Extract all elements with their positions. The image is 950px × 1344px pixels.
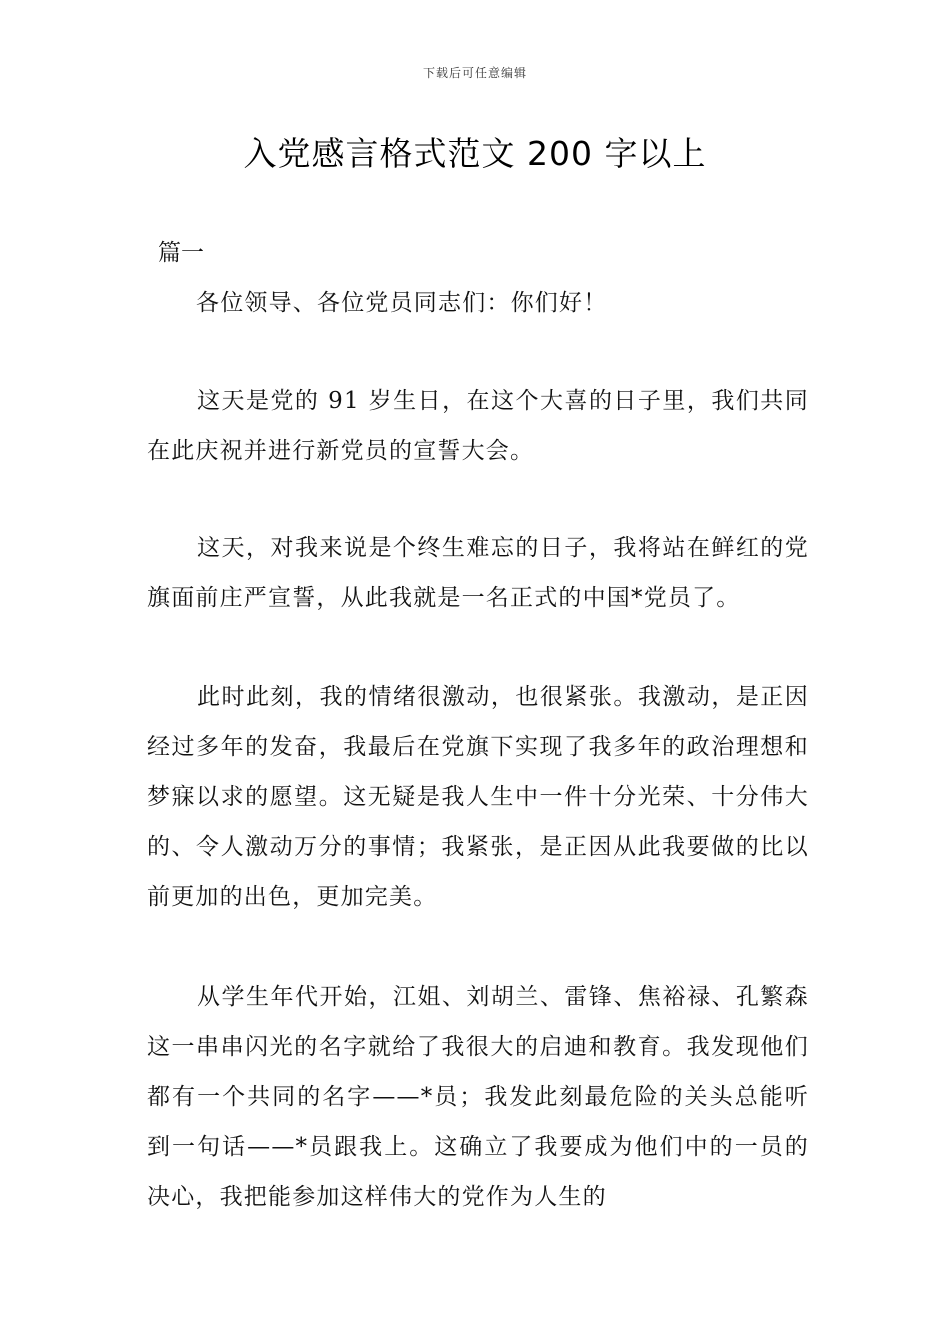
greeting-line: 各位领导、各位党员同志们：你们好！: [196, 290, 608, 316]
paragraph-2: 这天，对我来说是个终生难忘的日子，我将站在鲜红的党旗面前庄严宣誓，从此我就是一名正式的中国*党员了。: [147, 535, 809, 611]
section-label: 篇一: [158, 240, 204, 266]
paragraph-4: 从学生年代开始，江姐、刘胡兰、雷锋、焦裕禄、孔繁森这一串串闪光的名字就给了我很大的启迪和教育。我发现他们都有一个共同的名字——*员；我发此刻最危险的关头总能听到一句话——*员跟我上。这确立了我要成为他们中的一员的决心，我把能参加这样伟大的党作为人生的: [147, 984, 809, 1210]
document-title: 入党感言格式范文 200 字以上: [243, 134, 707, 173]
paragraph-1: 这天是党的 91 岁生日，在这个大喜的日子里，我们共同在此庆祝并进行新党员的宣誓大会。: [147, 388, 809, 464]
paragraph-3: 此时此刻，我的情绪很激动，也很紧张。我激动，是正因经过多年的发奋，我最后在党旗下实现了我多年的政治理想和梦寐以求的愿望。这无疑是我人生中一件十分光荣、十分伟大的、令人激动万分的事情；我紧张，是正因从此我要做的比以前更加的出色，更加完美。: [147, 684, 809, 910]
header-note: 下载后可任意编辑: [422, 66, 527, 80]
